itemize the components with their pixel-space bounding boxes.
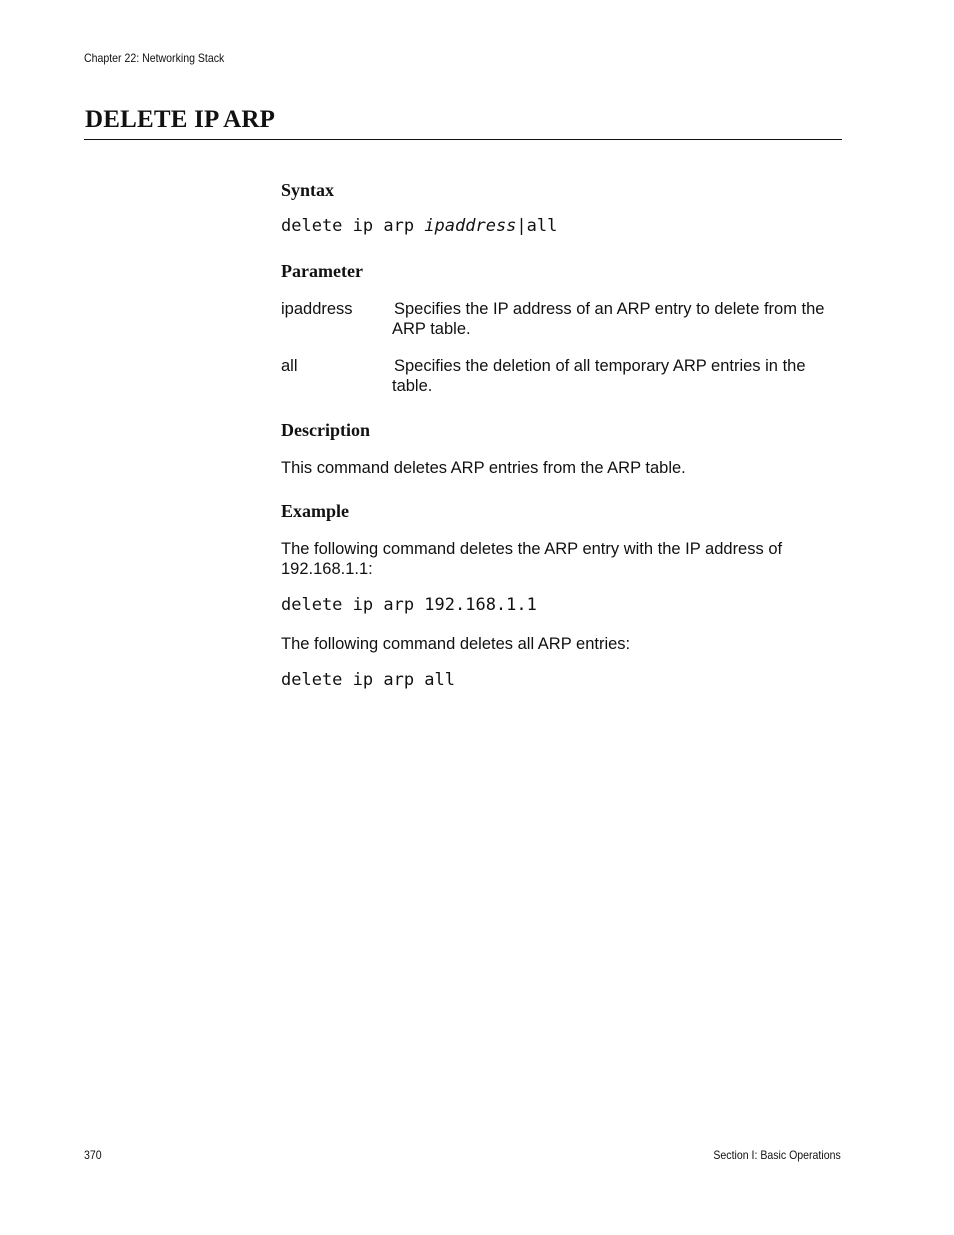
title-divider <box>84 139 842 140</box>
syntax-argument: ipaddress <box>424 216 517 236</box>
description-heading: Description <box>281 420 370 440</box>
parameter-name-all: all <box>281 357 298 375</box>
example-text-1: The following command deletes the ARP entry with the IP address of 192.168.1.1: <box>281 540 783 578</box>
syntax-heading: Syntax <box>281 180 335 200</box>
running-header-chapter: Chapter 22: Networking Stack <box>84 51 225 65</box>
footer-section: Section I: Basic Operations <box>713 1148 841 1162</box>
page-number: 370 <box>84 1148 102 1162</box>
example-heading: Example <box>281 501 350 521</box>
syntax-suffix: |all <box>516 216 558 236</box>
syntax-code <box>281 216 557 236</box>
page-title: DELETE IP ARP <box>85 106 276 133</box>
example-code-1: delete ip arp 192.168.1.1 <box>281 595 537 615</box>
parameter-heading: Parameter <box>281 261 363 281</box>
syntax-command: delete ip arp <box>281 216 425 236</box>
description-text: This command deletes ARP entries from the ARP table. <box>281 459 686 477</box>
parameter-name-ipaddress: ipaddress <box>281 300 353 318</box>
example-text-2: The following command deletes all ARP entries: <box>281 635 631 653</box>
parameter-description-ipaddress: Specifies the IP address of an ARP entry to delete from the ARP table. <box>392 300 825 338</box>
parameter-description-all: Specifies the deletion of all temporary ARP entries in the table. <box>392 357 806 395</box>
example-code-2: delete ip arp all <box>281 670 455 690</box>
